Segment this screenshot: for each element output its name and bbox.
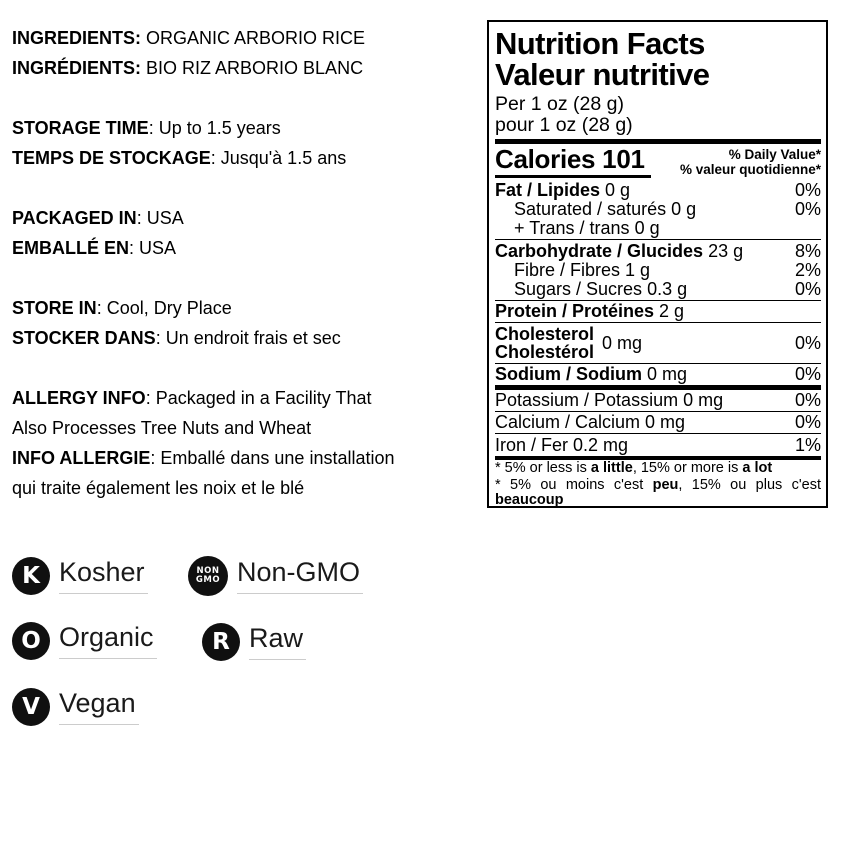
info-label: EMBALLÉ EN	[12, 238, 129, 258]
info-value: : Cool, Dry Place	[96, 298, 232, 318]
nutrient-dv: 8%	[794, 240, 821, 261]
badge-raw-label: Raw	[249, 624, 306, 660]
cholesterol-en: Cholesterol	[495, 323, 595, 344]
nutrient-amount: 0 mg	[602, 332, 643, 353]
daily-value-header-en: % Daily Value*	[728, 147, 821, 162]
nutrient-name: Saturated / saturés	[514, 199, 667, 219]
nutrient-row-potassium	[495, 391, 821, 410]
nutrient-name: Iron / Fer	[495, 434, 569, 455]
raw-icon	[202, 623, 240, 661]
nutrient-amount: 0 g	[671, 199, 697, 219]
nutrient-row-trans	[495, 219, 821, 238]
info-label: INGREDIENTS:	[12, 28, 142, 48]
calories-value	[495, 146, 651, 178]
nutrient-amount: 23 g	[708, 240, 744, 261]
nutrient-amount: 2 g	[659, 301, 685, 321]
nutrient-row-calcium	[495, 413, 821, 432]
badge-vegan	[12, 688, 139, 726]
vegan-icon-letter: V	[22, 693, 40, 720]
info-line-storage-en	[12, 113, 484, 143]
info-line-ingredients-en	[12, 23, 484, 53]
nutrient-dv: 0%	[794, 412, 821, 432]
cholesterol-fr: Cholestérol	[495, 342, 595, 362]
nutrient-name: Sugars / Sucres	[514, 278, 643, 299]
nutrient-amount: 0 mg	[645, 412, 686, 432]
daily-value-header	[680, 146, 821, 177]
info-line-ingredients-fr	[12, 53, 484, 83]
vegan-icon	[12, 688, 50, 726]
nutrient-dv: 0%	[794, 332, 821, 353]
info-value: : Jusqu'à 1.5 ans	[210, 148, 347, 168]
nutrient-row-protein	[495, 302, 821, 321]
nutrient-row-fat	[495, 181, 821, 200]
footnote-text: * 5% or less is	[495, 460, 591, 476]
nutrient-amount: 0 mg	[647, 364, 688, 384]
info-value: Also Processes Tree Nuts and Wheat	[12, 418, 312, 438]
footnote-text: , 15% ou plus c'est	[678, 476, 821, 493]
badge-organic	[12, 622, 157, 660]
thick-rule	[495, 385, 821, 390]
raw-icon-letter: R	[212, 628, 230, 655]
nutrient-name: Carbohydrate / Glucides	[495, 240, 704, 261]
nutrient-amount: 0 g	[634, 218, 660, 238]
nutrient-dv: 2%	[794, 259, 821, 280]
info-line-allergy-fr-cont	[12, 473, 484, 503]
badge-kosher	[12, 557, 148, 595]
footnote-bold: peu	[652, 476, 679, 493]
calories-label: Calories	[495, 144, 596, 174]
info-label: PACKAGED IN	[12, 208, 137, 228]
info-line-packaged-en	[12, 203, 484, 233]
info-label: ALLERGY INFO	[12, 388, 146, 408]
info-label: INGRÉDIENTS:	[12, 58, 142, 78]
info-value: qui traite également les noix et le blé	[12, 478, 305, 498]
footnote-bold: a little	[590, 460, 633, 476]
kosher-icon-letter: K	[22, 562, 40, 589]
thin-rule	[495, 322, 821, 323]
kosher-icon	[12, 557, 50, 595]
cholesterol-names	[495, 325, 594, 362]
nutrient-name: Potassium / Potassium	[495, 389, 679, 410]
nutrient-dv: 0%	[794, 364, 821, 384]
info-value: : Emballé dans une installation	[150, 448, 395, 468]
nutrient-row-saturated	[495, 200, 821, 219]
info-label: INFO ALLERGIE	[12, 448, 151, 468]
badge-vegan-label: Vegan	[59, 689, 139, 725]
non-gmo-icon	[188, 556, 228, 596]
calories-row	[495, 146, 821, 181]
nutrient-row-sugars	[495, 280, 821, 299]
thin-rule	[495, 433, 821, 434]
info-value: : USA	[136, 208, 184, 228]
info-value: BIO RIZ ARBORIO BLANC	[141, 58, 364, 78]
nutrient-name: Fibre / Fibres	[514, 259, 621, 280]
nutrient-row-carbohydrate	[495, 242, 821, 261]
nutrient-dv: 0%	[794, 278, 821, 299]
nutrient-amount: 0.3 g	[647, 278, 688, 299]
nutrient-amount: 1 g	[625, 259, 651, 280]
nutrient-row-cholesterol	[495, 325, 821, 362]
info-value: : Packaged in a Facility That	[145, 388, 372, 408]
organic-icon-letter: O	[21, 627, 41, 654]
dv-footnote-fr	[495, 478, 821, 509]
nutrient-dv: 0%	[794, 180, 821, 200]
non-gmo-icon-line2: GMO	[195, 575, 221, 585]
nutrient-row-iron	[495, 436, 821, 455]
info-line-allergy-en-cont	[12, 413, 484, 443]
footnote-bold: beaucoup	[495, 492, 564, 508]
info-line-packaged-fr	[12, 233, 484, 263]
info-value: : Up to 1.5 years	[148, 118, 281, 138]
nutrition-title-fr: Valeur nutritive	[495, 57, 710, 92]
nutrient-row-fibre	[495, 261, 821, 280]
non-gmo-icon-line1: NON	[196, 566, 220, 576]
info-value: : USA	[129, 238, 177, 258]
nutrient-name: Calcium / Calcium	[495, 412, 641, 432]
nutrient-name: + Trans / trans	[514, 218, 630, 238]
calories-number: 101	[602, 144, 645, 174]
nutrient-row-sodium	[495, 365, 821, 384]
product-info-text	[12, 23, 484, 503]
nutrient-amount: 0.2 mg	[573, 434, 629, 455]
nutrient-name: Sodium / Sodium	[495, 364, 642, 384]
badge-organic-label: Organic	[59, 623, 157, 659]
thin-rule	[495, 239, 821, 240]
nutrition-facts-panel	[487, 20, 828, 508]
footnote-text: * 5% ou moins c'est	[495, 476, 653, 493]
nutrition-title-en: Nutrition Facts	[495, 26, 705, 61]
dv-footnote-en	[495, 461, 821, 477]
info-line-allergy-fr	[12, 443, 484, 473]
info-value: ORGANIC ARBORIO RICE	[141, 28, 366, 48]
info-label: STORE IN	[12, 298, 97, 318]
info-line-store-fr	[12, 323, 484, 353]
badge-non-gmo-label: Non-GMO	[237, 558, 363, 594]
nutrient-name: Protein / Protéines	[495, 301, 655, 321]
info-label: STORAGE TIME	[12, 118, 149, 138]
nutrient-name: Fat / Lipides	[495, 180, 601, 200]
nutrient-dv: 0%	[794, 389, 821, 410]
organic-icon	[12, 622, 50, 660]
info-value: : Un endroit frais et sec	[155, 328, 341, 348]
footnote-bold: a lot	[742, 460, 773, 476]
badge-kosher-label: Kosher	[59, 558, 148, 594]
nutrient-amount: 0 mg	[683, 389, 724, 410]
badge-non-gmo	[188, 556, 363, 596]
info-line-store-en	[12, 293, 484, 323]
serving-size-fr: pour 1 oz (28 g)	[495, 113, 633, 136]
badge-raw	[202, 623, 306, 661]
serving-size-block	[495, 94, 821, 135]
info-line-storage-fr	[12, 143, 484, 173]
nutrient-dv: 1%	[794, 434, 821, 455]
daily-value-header-fr: % valeur quotidienne*	[679, 162, 821, 177]
footnote-text: , 15% or more is	[632, 460, 743, 476]
serving-size-en: Per 1 oz (28 g)	[495, 93, 624, 115]
info-line-allergy-en	[12, 383, 484, 413]
info-label: STOCKER DANS	[12, 328, 156, 348]
nutrient-amount: 0 g	[605, 180, 631, 200]
info-label: TEMPS DE STOCKAGE	[12, 148, 211, 168]
nutrient-dv: 0%	[794, 199, 821, 219]
